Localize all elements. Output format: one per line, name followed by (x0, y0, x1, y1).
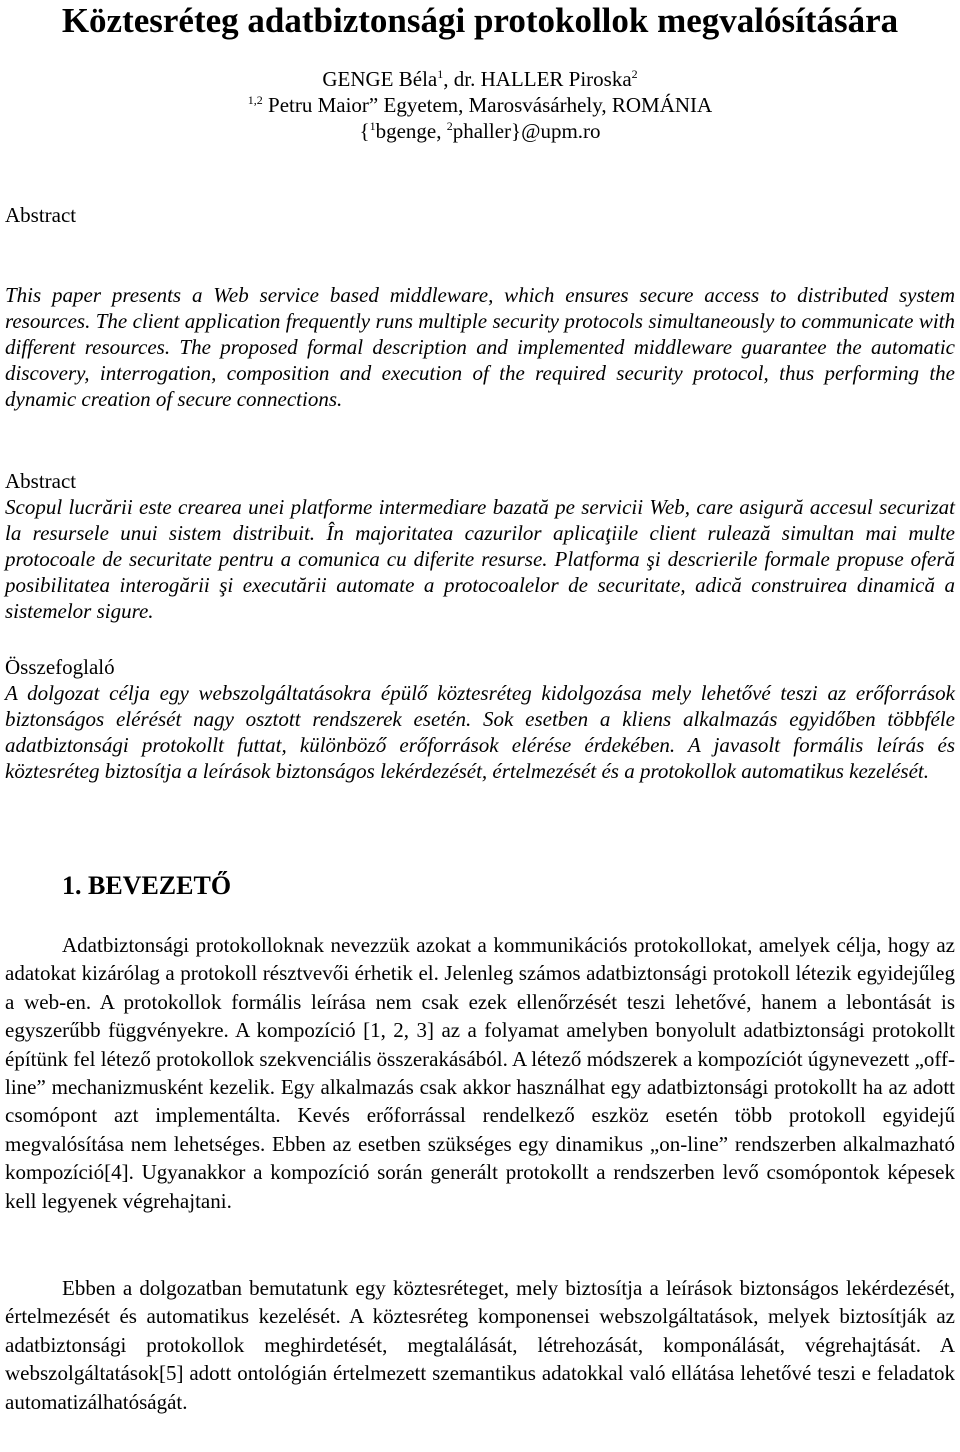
author-emails (0, 118, 960, 144)
email-sup-1: 1 (369, 119, 376, 133)
abstract-en-text: This paper presents a Web service based middleware, which ensures secure access to distributed system resources. The client application frequently runs multiple security protocols simultaneously to communicate with different resources. The proposed formal description and implemented middleware guarantee the automatic discovery, interrogation, composition and execution of the required security protocol, thus performing the dynamic creation of secure connections. (5, 283, 955, 411)
affiliation-text: Petru Maior” Egyetem, Marosvásárhely, ROMÁNIA (262, 93, 713, 117)
section-1-paragraph-2: Ebben a dolgozatban bemutatunk egy köztesréteget, mely biztosítja a leírások biztonságos lekérdezését, értelmezését és automatikus kezelését. A köztesréteg komponensei webszolgáltatások, melyek biztosítják az adatbiztonsági protokollok meghirdetését, megtalálását, létrehozását, komponálását, végrehajtását. A webszolgáltatások[5] adott ontológián értelmezett szemantikus adatokkal való ellátása lehetővé teszi e feladatok automatizálhatóságát. (5, 1276, 955, 1414)
abstract-en-heading: Abstract (5, 203, 77, 227)
author-names (0, 66, 960, 92)
author-separator: , dr. (443, 67, 481, 91)
abstract-ro-text: Scopul lucrării este crearea unei platforme intermediare bazată pe servicii Web, care asigură accesul securizat la resursele unui sistem distribuit. În majoritatea cazurilor aplicaţiile client rulează simultan mai multe protocoale de securitate pentru a comunica cu diferite resurse. Platforma şi descrierile formale propuse oferă posibilitatea interogării şi executării automate a protocoalelor de securitate, adică construirea dinamică a sistemelor sigure. (5, 495, 955, 623)
email-part-2: phaller}@upm.ro (452, 119, 601, 143)
author-affiliation (0, 92, 960, 118)
abstract-ro-heading: Abstract (5, 469, 77, 493)
section-1-paragraph-1: Adatbiztonsági protokolloknak nevezzük azokat a kommunikációs protokollokat, amelyek célja, hogy az adatokat kizárólag a protokoll résztvevői érhetik el. Jelenleg számos adatbiztonsági protokoll létezik egyidejűleg a web-en. A protokollok formális leírása nem csak ezek ellenőrzését teszi lehetővé, hanem a lebontását is egyszerűbb függvényekre. A kompozíció [1, 2, 3] az a folyamat amelyben bonyolult adatbiztonsági protokollt építünk fel létező protokollok szekvenciális összerakásából. A létező módszerek a kompozíciót úgynevezett „off-line” mechanizmusként kezelik. Egy alkalmazás csak akkor használhat egy adatbiztonsági protokollt ha az adott csomópont azt implementálta. Kevés erőforrással rendelkező eszköz esetén több protokoll egyidejű megvalósítása nem lehetséges. Ebben az esetben szükséges egy dinamikus „on-line” rendszerben alkalmazható kompozíció[4]. Ugyanakkor a kompozíció során generált protokollt a rendszerben levő csomópontok képesek kell legyenek végrehajtani. (5, 933, 955, 1213)
author-1-name: GENGE Béla (322, 67, 438, 91)
email-part-1: bgenge, (375, 119, 447, 143)
author-1-sup: 1 (437, 67, 444, 81)
email-sup-2: 2 (446, 119, 453, 133)
email-open: { (359, 119, 370, 143)
author-block (0, 66, 960, 144)
summary-hu-text: A dolgozat célja egy webszolgáltatásokra épülő köztesréteg kidolgozása mely lehetővé teszi az erőforrások biztonságos elérését nagy osztott rendszerek esetén. Sok esetben a kliens alkalmazás egyidőben többféle adatbiztonsági protokollt futtat, különböző erőforrások elérése érdekében. A javasolt formális leírás és köztesréteg biztosítja a leírások biztonságos lekérdezését, értelmezését és a protokollok automatikus kezelését. (5, 681, 955, 783)
author-2-sup: 2 (631, 67, 638, 81)
section-1-title: 1. BEVEZETŐ (62, 871, 232, 900)
summary-hu-heading: Összefoglaló (5, 655, 115, 679)
paper-title: Köztesréteg adatbiztonsági protokollok megvalósítására (61, 1, 899, 40)
affiliation-sup: 1,2 (247, 93, 263, 107)
author-2-name: HALLER Piroska (480, 67, 632, 91)
